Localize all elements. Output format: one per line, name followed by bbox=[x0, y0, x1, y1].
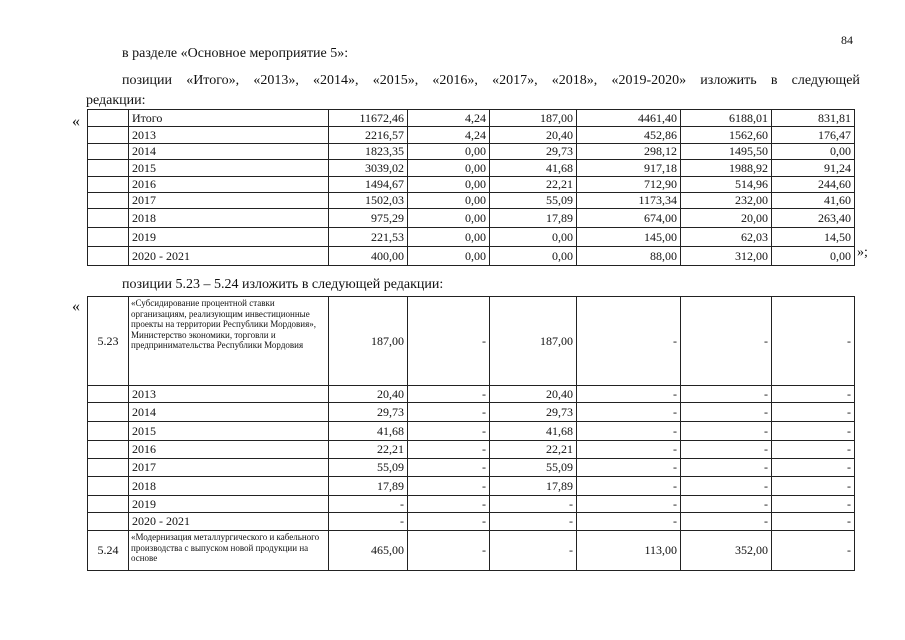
item-row bbox=[88, 531, 855, 571]
table-row bbox=[88, 441, 855, 459]
value-cell: - bbox=[577, 403, 681, 422]
number-cell bbox=[88, 228, 129, 247]
value-cell: - bbox=[577, 513, 681, 531]
value-cell: 1823,35 bbox=[329, 144, 408, 160]
value-cell: - bbox=[329, 513, 408, 531]
value-cell: 221,53 bbox=[329, 228, 408, 247]
value-cell: - bbox=[681, 441, 772, 459]
intro-line-1: в разделе «Основное мероприятие 5»: bbox=[122, 46, 349, 61]
value-cell: - bbox=[408, 513, 490, 531]
value-cell: 17,89 bbox=[329, 477, 408, 496]
value-cell: 41,68 bbox=[490, 422, 577, 441]
row-label: 2013 bbox=[129, 386, 329, 403]
value-cell: - bbox=[408, 386, 490, 403]
table-row bbox=[88, 459, 855, 477]
value-cell: - bbox=[772, 459, 855, 477]
value-cell: 113,00 bbox=[577, 531, 681, 571]
value-cell: - bbox=[772, 441, 855, 459]
value-cell: 22,21 bbox=[329, 441, 408, 459]
value-cell: 465,00 bbox=[329, 531, 408, 571]
value-cell: 29,73 bbox=[329, 403, 408, 422]
value-cell: 674,00 bbox=[577, 209, 681, 228]
number-cell bbox=[88, 110, 129, 127]
intro-word: изложить bbox=[700, 73, 757, 88]
value-cell: - bbox=[490, 513, 577, 531]
value-cell: 20,40 bbox=[490, 386, 577, 403]
value-cell: 352,00 bbox=[681, 531, 772, 571]
value-cell: 0,00 bbox=[408, 177, 490, 193]
intro-word: позиции bbox=[122, 73, 172, 88]
table-row bbox=[88, 144, 855, 160]
intro-word: «2016», bbox=[432, 73, 478, 88]
number-cell bbox=[88, 160, 129, 177]
table-row bbox=[88, 209, 855, 228]
number-cell bbox=[88, 513, 129, 531]
value-cell: - bbox=[577, 496, 681, 513]
value-cell: 22,21 bbox=[490, 441, 577, 459]
value-cell: 11672,46 bbox=[329, 110, 408, 127]
value-cell: 6188,01 bbox=[681, 110, 772, 127]
value-cell: 244,60 bbox=[772, 177, 855, 193]
value-cell: 176,47 bbox=[772, 127, 855, 144]
row-label: 2013 bbox=[129, 127, 329, 144]
row-label: Итого bbox=[129, 110, 329, 127]
section2-intro: позиции 5.23 – 5.24 изложить в следующей редакции: bbox=[122, 277, 444, 292]
value-cell: - bbox=[577, 422, 681, 441]
row-label: 2017 bbox=[129, 193, 329, 209]
value-cell: - bbox=[772, 496, 855, 513]
value-cell: 17,89 bbox=[490, 209, 577, 228]
value-cell: 0,00 bbox=[772, 247, 855, 266]
value-cell: 20,40 bbox=[490, 127, 577, 144]
row-label: 2020 - 2021 bbox=[129, 247, 329, 266]
value-cell: 2216,57 bbox=[329, 127, 408, 144]
table-row bbox=[88, 386, 855, 403]
value-cell: 312,00 bbox=[681, 247, 772, 266]
value-cell: 145,00 bbox=[577, 228, 681, 247]
value-cell: - bbox=[772, 422, 855, 441]
row-label: 2014 bbox=[129, 144, 329, 160]
value-cell: 0,00 bbox=[490, 247, 577, 266]
value-cell: - bbox=[408, 496, 490, 513]
value-cell: 22,21 bbox=[490, 177, 577, 193]
value-cell: 1173,34 bbox=[577, 193, 681, 209]
value-cell: - bbox=[681, 513, 772, 531]
intro-word: «2013», bbox=[253, 73, 299, 88]
value-cell: - bbox=[772, 477, 855, 496]
value-cell: - bbox=[408, 477, 490, 496]
value-cell: 41,68 bbox=[329, 422, 408, 441]
item-number: 5.23 bbox=[88, 297, 129, 386]
item-number: 5.24 bbox=[88, 531, 129, 571]
value-cell: - bbox=[681, 496, 772, 513]
value-cell: 0,00 bbox=[408, 247, 490, 266]
intro-word: «2017», bbox=[492, 73, 538, 88]
row-label: 2018 bbox=[129, 209, 329, 228]
row-label: 2020 - 2021 bbox=[129, 513, 329, 531]
intro-word: «2019-2020» bbox=[611, 73, 687, 88]
value-cell: 0,00 bbox=[408, 160, 490, 177]
value-cell: 400,00 bbox=[329, 247, 408, 266]
table-row bbox=[88, 422, 855, 441]
table-totals bbox=[87, 109, 855, 266]
value-cell: 91,24 bbox=[772, 160, 855, 177]
number-cell bbox=[88, 422, 129, 441]
table-row bbox=[88, 193, 855, 209]
row-label: 2016 bbox=[129, 441, 329, 459]
row-label: 2017 bbox=[129, 459, 329, 477]
value-cell: 41,68 bbox=[490, 160, 577, 177]
table-row bbox=[88, 496, 855, 513]
page-number: 84 bbox=[841, 33, 853, 47]
row-label: 2014 bbox=[129, 403, 329, 422]
value-cell: 263,40 bbox=[772, 209, 855, 228]
value-cell: - bbox=[681, 422, 772, 441]
row-label: 2016 bbox=[129, 177, 329, 193]
table-row bbox=[88, 228, 855, 247]
value-cell: - bbox=[772, 386, 855, 403]
number-cell bbox=[88, 403, 129, 422]
number-cell bbox=[88, 209, 129, 228]
value-cell: - bbox=[681, 477, 772, 496]
number-cell bbox=[88, 496, 129, 513]
table-row bbox=[88, 513, 855, 531]
value-cell: 62,03 bbox=[681, 228, 772, 247]
number-cell bbox=[88, 477, 129, 496]
value-cell: - bbox=[577, 441, 681, 459]
value-cell: 55,09 bbox=[329, 459, 408, 477]
table-positions bbox=[87, 296, 855, 571]
table-row bbox=[88, 110, 855, 127]
number-cell bbox=[88, 193, 129, 209]
value-cell: - bbox=[681, 403, 772, 422]
intro-line-3: редакции: bbox=[86, 93, 146, 108]
number-cell bbox=[88, 386, 129, 403]
value-cell: - bbox=[408, 441, 490, 459]
value-cell: 0,00 bbox=[408, 228, 490, 247]
value-cell: 187,00 bbox=[329, 297, 408, 386]
value-cell: 975,29 bbox=[329, 209, 408, 228]
intro-word: «2015», bbox=[372, 73, 419, 88]
table-row bbox=[88, 403, 855, 422]
intro-word: «Итого», bbox=[186, 73, 240, 88]
value-cell: 88,00 bbox=[577, 247, 681, 266]
value-cell: 187,00 bbox=[490, 297, 577, 386]
value-cell: - bbox=[408, 297, 490, 386]
item-description: «Субсидирование процентной ставки организациям, реализующим инвестиционные проекты на территории Республики Мордовия», Министерство экономики, торговли и предпринимательства Республики Мордовия bbox=[129, 297, 329, 386]
value-cell: - bbox=[681, 459, 772, 477]
table-row bbox=[88, 127, 855, 144]
value-cell: 29,73 bbox=[490, 144, 577, 160]
value-cell: 0,00 bbox=[408, 209, 490, 228]
value-cell: 1502,03 bbox=[329, 193, 408, 209]
value-cell: 0,00 bbox=[408, 193, 490, 209]
value-cell: 452,86 bbox=[577, 127, 681, 144]
table-row bbox=[88, 160, 855, 177]
value-cell: 4461,40 bbox=[577, 110, 681, 127]
value-cell: - bbox=[577, 477, 681, 496]
value-cell: - bbox=[490, 531, 577, 571]
row-label: 2019 bbox=[129, 228, 329, 247]
value-cell: 917,18 bbox=[577, 160, 681, 177]
value-cell: 29,73 bbox=[490, 403, 577, 422]
value-cell: 14,50 bbox=[772, 228, 855, 247]
intro-word: в bbox=[770, 73, 778, 88]
value-cell: 0,00 bbox=[490, 228, 577, 247]
value-cell: 55,09 bbox=[490, 459, 577, 477]
table-row bbox=[88, 247, 855, 266]
open-quote-1: « bbox=[72, 113, 80, 130]
value-cell: 298,12 bbox=[577, 144, 681, 160]
value-cell: - bbox=[408, 459, 490, 477]
number-cell bbox=[88, 127, 129, 144]
intro-word: следующей bbox=[791, 73, 860, 88]
table-row bbox=[88, 477, 855, 496]
value-cell: 0,00 bbox=[408, 144, 490, 160]
value-cell: 1988,92 bbox=[681, 160, 772, 177]
value-cell: 712,90 bbox=[577, 177, 681, 193]
value-cell: - bbox=[772, 297, 855, 386]
value-cell: - bbox=[772, 531, 855, 571]
value-cell: 3039,02 bbox=[329, 160, 408, 177]
value-cell: - bbox=[408, 422, 490, 441]
value-cell: 41,60 bbox=[772, 193, 855, 209]
value-cell: 1562,60 bbox=[681, 127, 772, 144]
value-cell: 4,24 bbox=[408, 110, 490, 127]
value-cell: - bbox=[490, 496, 577, 513]
value-cell: 1494,67 bbox=[329, 177, 408, 193]
value-cell: 0,00 bbox=[772, 144, 855, 160]
value-cell: - bbox=[329, 496, 408, 513]
value-cell: 232,00 bbox=[681, 193, 772, 209]
item-description: «Модернизация металлургического и кабельного производства с выпуском новой продукции на основе bbox=[129, 531, 329, 571]
intro-line-2 bbox=[122, 73, 860, 89]
value-cell: - bbox=[408, 531, 490, 571]
row-label: 2015 bbox=[129, 160, 329, 177]
number-cell bbox=[88, 247, 129, 266]
value-cell: - bbox=[577, 459, 681, 477]
value-cell: 4,24 bbox=[408, 127, 490, 144]
value-cell: - bbox=[681, 297, 772, 386]
value-cell: - bbox=[408, 403, 490, 422]
value-cell: 187,00 bbox=[490, 110, 577, 127]
value-cell: 20,00 bbox=[681, 209, 772, 228]
intro-word: «2018», bbox=[551, 73, 598, 88]
item-row bbox=[88, 297, 855, 386]
number-cell bbox=[88, 441, 129, 459]
open-quote-2: « bbox=[72, 298, 80, 315]
value-cell: 17,89 bbox=[490, 477, 577, 496]
value-cell: - bbox=[772, 513, 855, 531]
value-cell: 20,40 bbox=[329, 386, 408, 403]
row-label: 2015 bbox=[129, 422, 329, 441]
value-cell: 514,96 bbox=[681, 177, 772, 193]
number-cell bbox=[88, 177, 129, 193]
table-row bbox=[88, 177, 855, 193]
value-cell: - bbox=[772, 403, 855, 422]
number-cell bbox=[88, 144, 129, 160]
close-quote-1: »; bbox=[857, 245, 868, 260]
number-cell bbox=[88, 459, 129, 477]
value-cell: 1495,50 bbox=[681, 144, 772, 160]
row-label: 2019 bbox=[129, 496, 329, 513]
value-cell: - bbox=[681, 386, 772, 403]
value-cell: 831,81 bbox=[772, 110, 855, 127]
value-cell: - bbox=[577, 297, 681, 386]
value-cell: - bbox=[577, 386, 681, 403]
value-cell: 55,09 bbox=[490, 193, 577, 209]
row-label: 2018 bbox=[129, 477, 329, 496]
intro-word: «2014», bbox=[313, 73, 359, 88]
